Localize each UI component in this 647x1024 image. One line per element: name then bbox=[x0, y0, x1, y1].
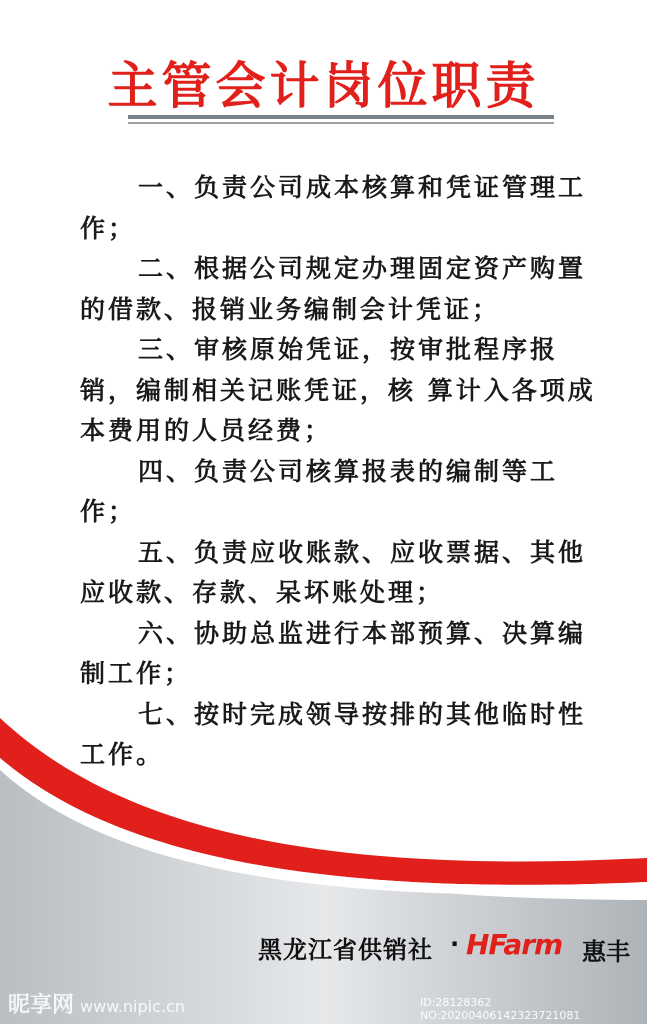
watermark-url: www.nipic.cn bbox=[80, 997, 185, 1016]
title-underline-thin bbox=[128, 122, 554, 124]
footer-separator: · bbox=[450, 930, 460, 958]
watermark-site bbox=[8, 988, 185, 1019]
watermark-id: ID:28128362 NO:20200406142323721081 bbox=[420, 996, 581, 1022]
duty-item-2: 二、根据公司规定办理固定资产购置的借款、报销业务编制会计凭证； bbox=[80, 254, 587, 324]
page-title: 主管会计岗位职责 bbox=[107, 57, 540, 115]
title-underline bbox=[128, 115, 554, 119]
organization-name: 黑龙江省供销社 bbox=[258, 936, 433, 964]
duty-item-6: 六、协助总监进行本部预算、决算编制工作； bbox=[80, 618, 587, 688]
footer-decoration bbox=[0, 700, 647, 1024]
watermark-site-name: 昵享网 bbox=[8, 993, 75, 1018]
duty-item-1: 一、负责公司成本核算和凭证管理工作； bbox=[80, 173, 587, 243]
duties-list bbox=[80, 168, 610, 776]
duty-item-7: 七、按时完成领导按排的其他临时性工作。 bbox=[80, 699, 587, 769]
brand-name: 惠丰 bbox=[582, 938, 630, 966]
duty-item-3: 三、审核原始凭证，按审批程序报销，编制相关记账凭证，核 算计入各项成本费用的人员经费； bbox=[80, 335, 596, 445]
duty-item-5: 五、负责应收账款、应收票据、其他应收款、存款、呆坏账处理； bbox=[80, 537, 587, 607]
duty-item-4: 四、负责公司核算报表的编制等工作； bbox=[80, 456, 559, 526]
brand-logo: HFarm bbox=[466, 928, 563, 961]
